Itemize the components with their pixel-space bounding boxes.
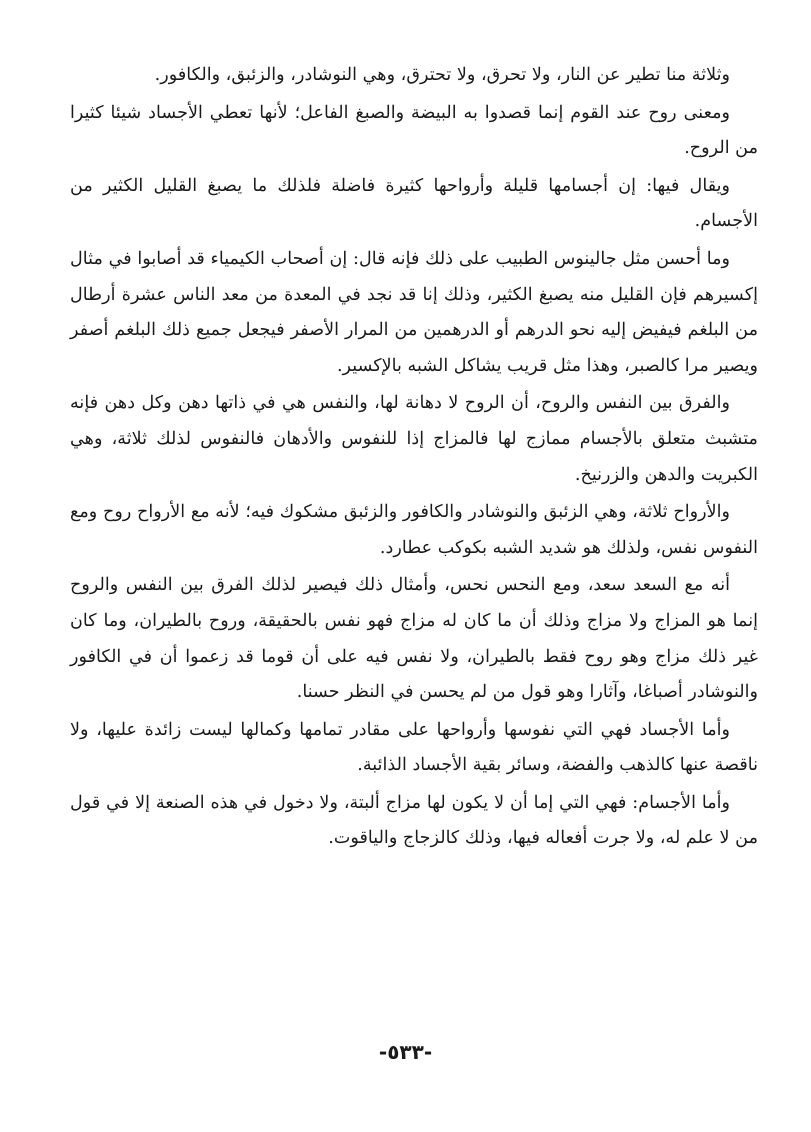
page-number: -٥٣٣-	[378, 1040, 433, 1064]
paragraph-3: ويقال فيها: إن أجسامها قليلة وأرواحها كثيرة فاضلة فلذلك ما يصبغ القليل الكثير من الأجسام.	[70, 175, 758, 232]
text-body	[70, 58, 758, 859]
paragraph-4: وما أحسن مثل جالينوس الطبيب على ذلك فإنه قال: إن أصحاب الكيمياء قد أصابوا في مثال إكسيرهم فإن القليل منه يصبغ الكثير، وذلك إنا قد نجد في المعدة من معد الناس عشرة أرطال من البلغم فيفيض إليه نحو الدرهم أو الدرهمين من المرار الأصفر فيجعل جميع ذلك البلغم أصفر ويصير مرا كالصبر، وهذا مثل قريب يشاكل الشبه بالإكسير.	[70, 248, 758, 376]
paragraph-2: ومعنى روح عند القوم إنما قصدوا به البيضة والصبغ الفاعل؛ لأنها تعطي الأجساد شيئا كثيرا من الروح.	[70, 102, 758, 159]
paragraph-6: والأرواح ثلاثة، وهي الزئبق والنوشادر والكافور والزئبق مشكوك فيه؛ لأنه مع الأرواح روح ومع النفوس نفس، ولذلك هو شديد الشبه بكوكب عطارد.	[70, 502, 758, 558]
paragraph-1: وثلاثة منا تطير عن النار، ولا تحرق، ولا تحترق، وهي النوشادر، والزئبق، والكافور.	[154, 65, 730, 85]
paragraph-7: أنه مع السعد سعد، ومع النحس نحس، وأمثال ذلك فيصير لذلك الفرق بين النفس والروح إنما هو المزاج ولا مزاج وذلك أن ما كان له مزاج فهو نفس بالحقيقة، وروح بالطيران، وما كان غير ذلك مزاج وهو روح فقط بالطيران، ولا نفس فيه على أن قوما قد زعموا أن في الكافور والنوشادر أصباغا، وآثارا وهو قول من لم يحسن في النظر حسنا.	[70, 575, 758, 703]
paragraph-9: وأما الأجسام: فهي التي إما أن لا يكون لها مزاج ألبتة، ولا دخول في هذه الصنعة إلا في قول من لا علم له، ولا جرت أفعاله فيها، وذلك كالزجاج والياقوت.	[70, 792, 758, 849]
paragraph-8: وأما الأجساد فهي التي نفوسها وأرواحها على مقادر تمامها وكمالها ليست زائدة عليها، ولا ناقصة عنها كالذهب والفضة، وسائر بقية الأجساد الذائبة.	[70, 719, 758, 776]
paragraph-5: والفرق بين النفس والروح، أن الروح لا دهانة لها، والنفس هي في ذاتها دهن وكل دهن فإنه متشبث متعلق بالأجسام ممازج لها فالمزاج إذا للنفوس والأدهان فالنفوس لذلك ثلاثة، وهي الكبريت والدهن والزرنيخ.	[70, 393, 758, 485]
